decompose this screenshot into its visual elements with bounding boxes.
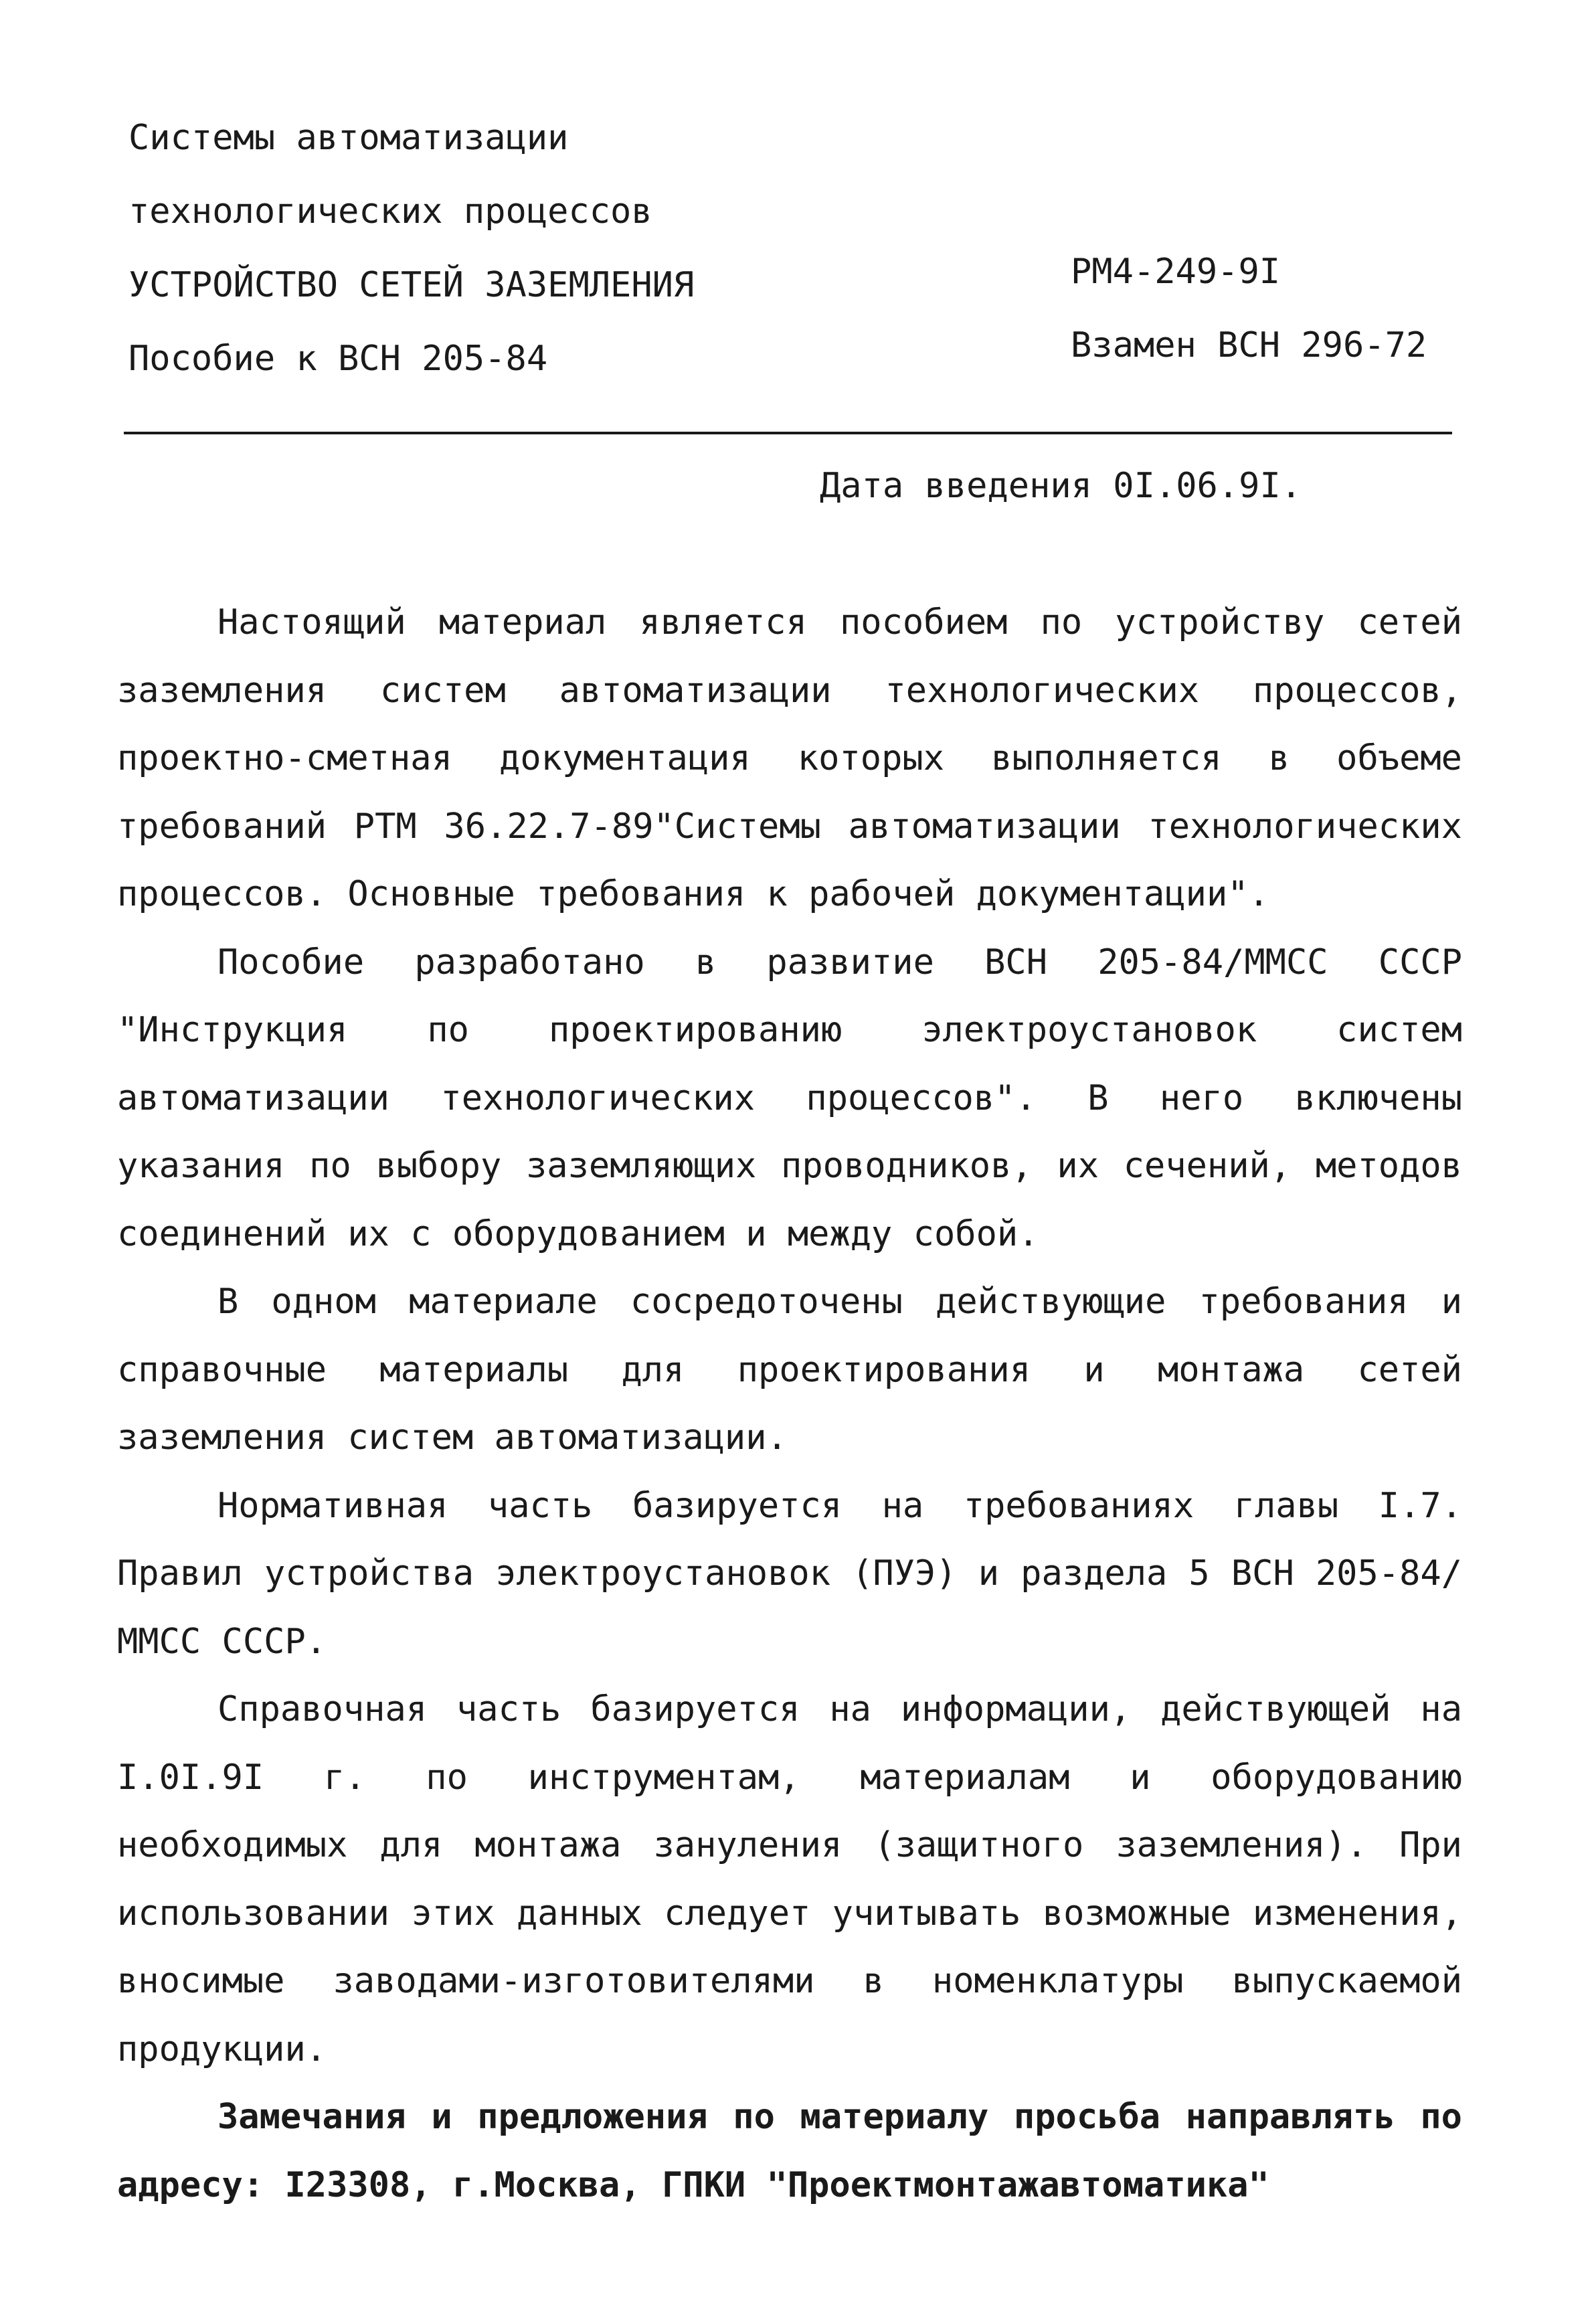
paragraph-purpose: Настоящий материал является пособием по устройству сетей заземления систем автоматизации технологических процессов, проектно-сметная документация которых выполняется в объеме требований РТМ 36.22.7-89"Системы автоматизации технологических процессов. Основные требования к рабочей документации".: [117, 602, 1462, 914]
paragraph-development: Пособие разработано в развитие ВСН 205-84/ММСС СССР "Инструкция по проектированию электроустановок систем автоматизации технологических процессов". В него включены указания по выбору заземляющих проводников, их сечений, методов соединений их с оборудованием и между собой.: [117, 942, 1462, 1254]
header-divider: [124, 432, 1452, 434]
header-left-block: [128, 120, 965, 415]
paragraph-reference-part: Справочная часть базируется на информации, действующей на I.0I.9I г. по инструментам, материалам и оборудованию необходимых для монтажа зануления (защитного заземления). При использовании этих данных следует учитывать возможные изменения, вносимые заводами-изготовителями в номенклатуры выпускаемой продукции.: [117, 1689, 1462, 2069]
effective-date: Дата введения 0I.06.9I.: [820, 466, 1302, 506]
document-title: УСТРОЙСТВО СЕТЕЙ ЗАЗЕМЛЕНИЯ: [128, 265, 695, 305]
paragraph-normative-part: Нормативная часть базируется на требованиях главы I.7. Правил устройства электроустановок (ПУЭ) и раздела 5 ВСН 205-84/ММСС СССР.: [117, 1485, 1462, 1662]
series-subtitle: технологических процессов: [128, 191, 652, 232]
paragraph-contents: В одном материале сосредоточены действующие требования и справочные материалы для проектирования и монтажа сетей заземления систем автоматизации.: [117, 1282, 1462, 1458]
document-reference: Пособие к ВСН 205-84: [128, 339, 548, 379]
replaces-note: Взамен ВСН 296-72: [1071, 325, 1427, 365]
body-text: [117, 589, 1462, 2219]
document-code: РМ4-249-9I: [1071, 252, 1281, 292]
paragraph-feedback-address: Замечания и предложения по материалу просьба направлять по адресу: I23308, г.Москва, ГПКИ "Проектмонтажавтоматика": [117, 2097, 1462, 2205]
header-right-block: [1071, 254, 1472, 402]
series-title: Системы автоматизации: [128, 118, 569, 158]
